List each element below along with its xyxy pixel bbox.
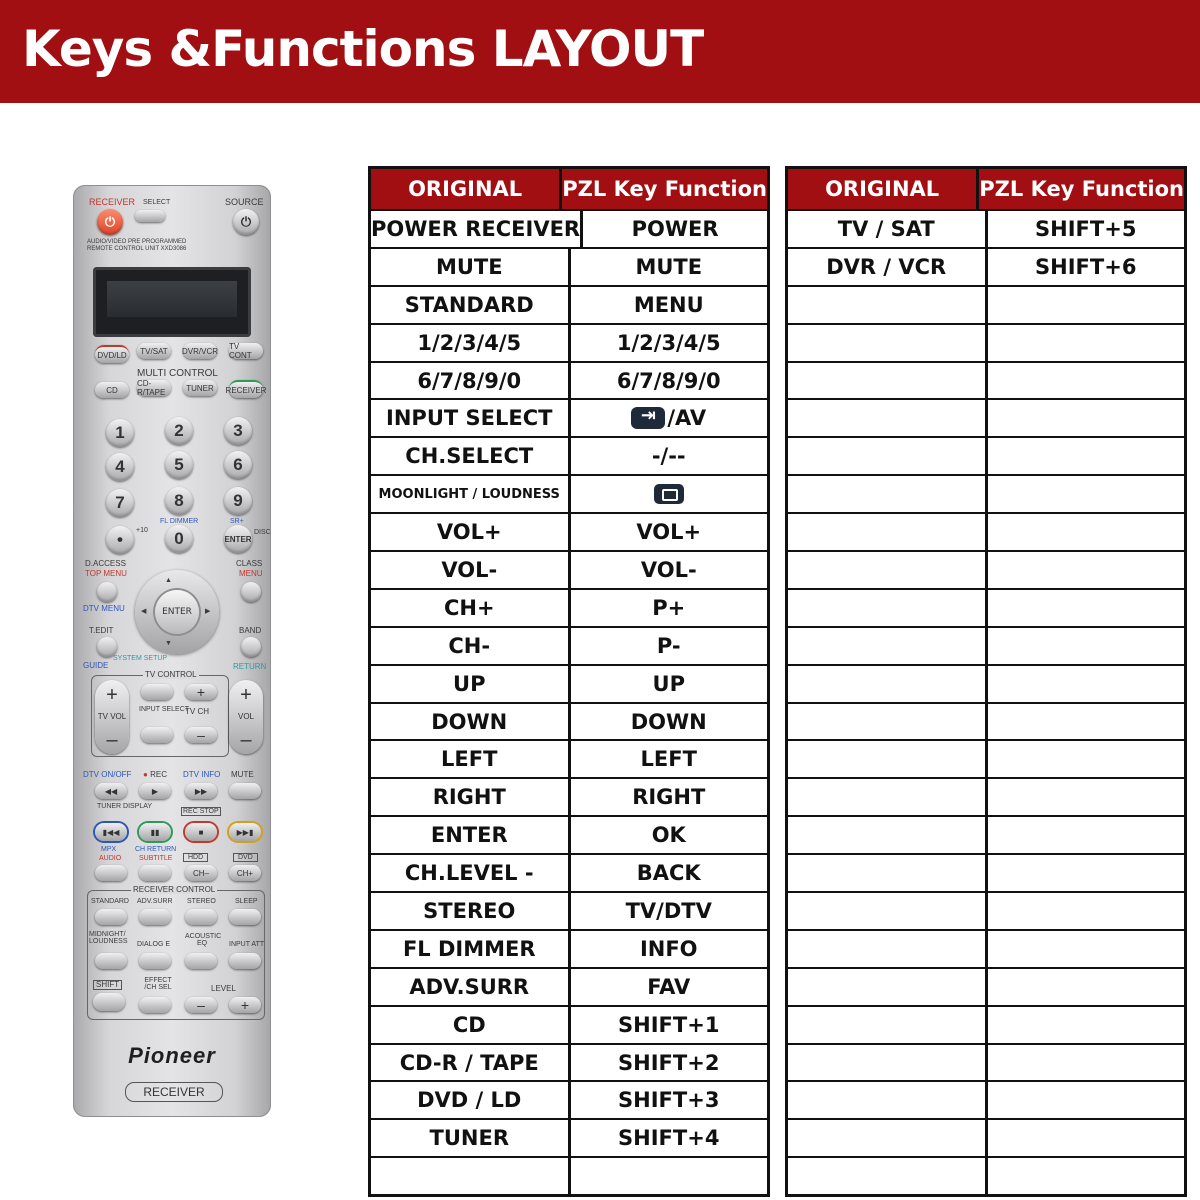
dtv-info-label: DTV INFO bbox=[183, 770, 221, 779]
original-cell bbox=[788, 893, 985, 929]
table-header bbox=[788, 169, 1184, 209]
original-cell: CH.SELECT bbox=[405, 444, 534, 469]
original-cell bbox=[788, 1007, 985, 1043]
table-row bbox=[371, 739, 767, 777]
function-cell: TV/DTV bbox=[568, 893, 768, 929]
tv-control-left-button[interactable] bbox=[141, 684, 173, 700]
original-cell bbox=[788, 704, 985, 740]
function-cell: -/-- bbox=[568, 438, 768, 474]
effect-ch-sel-button[interactable] bbox=[139, 997, 171, 1013]
function-cell: POWER bbox=[580, 211, 767, 247]
table-row bbox=[371, 891, 767, 929]
function-cell: SHIFT+3 bbox=[568, 1082, 768, 1118]
original-cell bbox=[788, 817, 985, 853]
table-header bbox=[371, 169, 767, 209]
original-cell: LEFT bbox=[441, 747, 498, 772]
function-cell bbox=[985, 817, 1185, 853]
ch-plus-button[interactable]: CH+ bbox=[229, 865, 261, 881]
original-cell: DVR / VCR bbox=[826, 254, 947, 279]
header-original: ORIGINAL bbox=[825, 177, 940, 201]
table-row bbox=[371, 1080, 767, 1118]
table-row bbox=[788, 739, 1184, 777]
function-cell: MUTE bbox=[568, 249, 768, 285]
dpad-down-icon[interactable]: ▼ bbox=[165, 640, 172, 647]
tv-ch-minus-button[interactable]: – bbox=[185, 727, 217, 743]
table-row bbox=[788, 209, 1184, 247]
function-cell: UP bbox=[568, 666, 768, 702]
dpad-left-icon[interactable]: ◀ bbox=[141, 608, 147, 615]
select-label: SELECT bbox=[143, 199, 171, 206]
function-cell bbox=[985, 287, 1185, 323]
audio-label: AUDIO bbox=[99, 855, 122, 862]
remote-info-line2: REMOTE CONTROL UNIT XXD3086 bbox=[87, 246, 187, 252]
table-row bbox=[788, 853, 1184, 891]
stereo-label: STEREO bbox=[187, 898, 216, 905]
tv-vol-label: TV VOL bbox=[97, 712, 127, 721]
input-att-button[interactable] bbox=[229, 953, 261, 969]
table-row bbox=[371, 209, 767, 247]
function-cell: BACK bbox=[568, 855, 768, 891]
original-cell: POWER RECEIVER bbox=[371, 216, 581, 241]
function-cell bbox=[985, 590, 1185, 626]
table-row bbox=[371, 853, 767, 891]
function-cell: MENU bbox=[568, 287, 768, 323]
adv-surr-button[interactable] bbox=[139, 909, 171, 925]
table-row bbox=[788, 247, 1184, 285]
original-cell: STEREO bbox=[423, 898, 516, 923]
midnight-loudness-button[interactable] bbox=[95, 953, 127, 969]
original-cell: CH.LEVEL - bbox=[404, 861, 534, 886]
source-label: SOURCE bbox=[225, 197, 264, 207]
tv-control-label: TV CONTROL bbox=[145, 670, 197, 679]
original-cell bbox=[788, 741, 985, 777]
tuner-display-label: TUNER DISPLAY bbox=[97, 803, 153, 810]
skip-back-button[interactable]: ▮◀◀ bbox=[95, 823, 127, 841]
original-cell bbox=[788, 855, 985, 891]
dot-button[interactable]: • bbox=[106, 526, 134, 554]
dtv-menu-label: DTV MENU bbox=[83, 604, 125, 613]
receiver-label: RECEIVER bbox=[89, 197, 136, 207]
class-label: CLASS bbox=[236, 559, 263, 568]
original-cell bbox=[788, 628, 985, 664]
plus10-label: +10 bbox=[136, 527, 148, 534]
table-row bbox=[788, 1043, 1184, 1081]
table-row bbox=[788, 323, 1184, 361]
function-cell bbox=[985, 438, 1185, 474]
original-cell bbox=[788, 1120, 985, 1156]
receiver-input-button[interactable]: RECEIVER bbox=[229, 380, 263, 398]
dvd-ld-button[interactable]: DVD/LD bbox=[95, 345, 129, 363]
tv-cont-button[interactable]: TV CONT bbox=[229, 343, 263, 359]
adv-surr-label: ADV.SURR bbox=[137, 898, 173, 905]
d-access-button[interactable] bbox=[97, 582, 117, 602]
band-button[interactable] bbox=[241, 637, 261, 657]
source-power-button[interactable]: ⏻ bbox=[233, 209, 259, 235]
tv-vol-rocker[interactable] bbox=[95, 680, 129, 754]
table-row bbox=[788, 664, 1184, 702]
rewind-button[interactable]: ◀◀ bbox=[95, 783, 127, 799]
original-cell: MOONLIGHT / LOUDNESS bbox=[378, 486, 560, 502]
function-cell: DOWN bbox=[568, 704, 768, 740]
table-row bbox=[371, 361, 767, 399]
function-cell bbox=[985, 969, 1185, 1005]
original-cell: CH- bbox=[448, 633, 491, 658]
table-row bbox=[788, 1156, 1184, 1194]
original-cell: CD bbox=[452, 1012, 486, 1037]
tv-vol-plus-icon[interactable]: + bbox=[106, 684, 118, 706]
table-row bbox=[371, 474, 767, 512]
original-cell bbox=[788, 552, 985, 588]
rec-stop-label: REC STOP bbox=[183, 808, 219, 815]
original-cell: 1/2/3/4/5 bbox=[417, 330, 522, 355]
original-cell bbox=[788, 400, 985, 436]
function-cell bbox=[985, 704, 1185, 740]
key-mapping-table-right bbox=[785, 166, 1187, 1197]
ch-return-label: CH RETURN bbox=[135, 846, 177, 853]
vol-plus-icon[interactable]: + bbox=[240, 684, 252, 706]
cd-button[interactable]: CD bbox=[95, 382, 129, 398]
table-row bbox=[371, 777, 767, 815]
shift-button[interactable] bbox=[93, 993, 125, 1011]
function-cell: P- bbox=[568, 628, 768, 664]
table-row bbox=[788, 929, 1184, 967]
table-row bbox=[371, 815, 767, 853]
mute-label: MUTE bbox=[231, 770, 254, 779]
table-row bbox=[371, 1118, 767, 1156]
shift-label: SHIFT bbox=[93, 980, 122, 990]
acoustic-eq-button[interactable] bbox=[185, 953, 217, 969]
table-row bbox=[788, 702, 1184, 740]
function-cell bbox=[568, 400, 768, 436]
original-cell bbox=[788, 325, 985, 361]
table-row bbox=[371, 285, 767, 323]
vol-rocker[interactable] bbox=[229, 680, 263, 754]
level-plus-button[interactable]: + bbox=[229, 997, 261, 1013]
original-cell bbox=[788, 1158, 985, 1194]
digit-6-button[interactable]: 6 bbox=[224, 451, 252, 479]
header-pzl-key-function: PZL Key Function bbox=[976, 169, 1184, 209]
function-cell bbox=[985, 552, 1185, 588]
skip-forward-button[interactable]: ▶▶▮ bbox=[229, 823, 261, 841]
table-row bbox=[371, 1043, 767, 1081]
table-row bbox=[788, 626, 1184, 664]
direction-pad[interactable] bbox=[135, 570, 219, 654]
original-cell: DOWN bbox=[431, 709, 508, 734]
table-row bbox=[788, 550, 1184, 588]
picture-mode-icon bbox=[654, 484, 684, 504]
table-row bbox=[371, 1156, 767, 1194]
table-row bbox=[788, 398, 1184, 436]
function-cell bbox=[985, 1158, 1185, 1194]
table-row bbox=[371, 1005, 767, 1043]
table-row bbox=[788, 815, 1184, 853]
table-row bbox=[371, 323, 767, 361]
original-cell bbox=[788, 438, 985, 474]
t-edit-label: T.EDIT bbox=[89, 626, 114, 635]
digit-2-button[interactable]: 2 bbox=[165, 417, 193, 445]
tuner-button[interactable]: TUNER bbox=[183, 380, 217, 396]
key-mapping-table-left bbox=[368, 166, 770, 1197]
pause-button[interactable]: ▮▮ bbox=[139, 823, 171, 841]
vol-minus-icon[interactable]: – bbox=[240, 729, 252, 751]
table-row bbox=[788, 474, 1184, 512]
function-cell bbox=[568, 476, 768, 512]
digit-0-button[interactable]: 0 bbox=[165, 525, 193, 553]
function-cell: SHIFT+6 bbox=[985, 249, 1185, 285]
table-row bbox=[371, 626, 767, 664]
fl-dimmer-label: FL DIMMER bbox=[160, 518, 199, 525]
function-cell: RIGHT bbox=[568, 779, 768, 815]
ch-return-button[interactable] bbox=[139, 865, 171, 881]
original-cell: CH+ bbox=[443, 595, 495, 620]
function-cell bbox=[985, 628, 1185, 664]
stereo-button[interactable] bbox=[185, 909, 217, 925]
table-row bbox=[371, 664, 767, 702]
original-cell: 6/7/8/9/0 bbox=[417, 368, 522, 393]
level-label: LEVEL bbox=[211, 984, 236, 993]
mpx-label: MPX bbox=[101, 846, 117, 853]
original-cell: UP bbox=[453, 671, 486, 696]
band-label: BAND bbox=[239, 626, 262, 635]
original-cell: FL DIMMER bbox=[402, 936, 536, 961]
table-row bbox=[788, 1080, 1184, 1118]
rec-label: ● REC bbox=[143, 770, 167, 779]
table-row bbox=[371, 550, 767, 588]
table-row bbox=[788, 285, 1184, 323]
level-minus-button[interactable]: – bbox=[185, 997, 217, 1013]
function-text: /AV bbox=[667, 406, 707, 431]
table-row bbox=[371, 247, 767, 285]
disc-label: DISC bbox=[254, 529, 271, 536]
sr-plus-label: SR+ bbox=[230, 518, 244, 525]
table-row bbox=[788, 1118, 1184, 1156]
remote-control-image bbox=[73, 185, 271, 1117]
table-row bbox=[788, 436, 1184, 474]
tv-sat-button[interactable]: TV/SAT bbox=[137, 343, 171, 359]
dialog-e-label: DIALOG E bbox=[137, 941, 171, 948]
function-cell bbox=[985, 855, 1185, 891]
table-row bbox=[371, 398, 767, 436]
effect-ch-sel-label: EFFECT /CH SEL bbox=[144, 977, 172, 991]
input-select-label: INPUT SELECT bbox=[139, 706, 190, 713]
tv-ch-label: TV CH bbox=[185, 707, 209, 716]
function-cell bbox=[568, 1158, 768, 1194]
dialog-e-button[interactable] bbox=[139, 953, 171, 969]
original-cell: CD-R / TAPE bbox=[399, 1050, 539, 1075]
dpad-right-icon[interactable]: ▶ bbox=[205, 608, 211, 615]
input-select-button[interactable] bbox=[141, 727, 173, 743]
enter-digit-button[interactable]: ENTER bbox=[224, 525, 252, 553]
remote-info-line1: AUDIO/VIDEO PRE PROGRAMMED bbox=[87, 239, 187, 245]
table-row bbox=[371, 588, 767, 626]
mute-button[interactable] bbox=[229, 783, 261, 799]
table-row bbox=[371, 512, 767, 550]
digit-9-button[interactable]: 9 bbox=[224, 487, 252, 515]
original-cell bbox=[788, 666, 985, 702]
function-cell: SHIFT+1 bbox=[568, 1007, 768, 1043]
function-cell bbox=[985, 325, 1185, 361]
function-cell bbox=[985, 741, 1185, 777]
function-cell bbox=[985, 1045, 1185, 1081]
guide-label: GUIDE bbox=[83, 661, 109, 670]
original-cell bbox=[788, 363, 985, 399]
digit-7-button[interactable]: 7 bbox=[106, 489, 134, 517]
digit-8-button[interactable]: 8 bbox=[165, 487, 193, 515]
table-row bbox=[371, 436, 767, 474]
fast-forward-button[interactable]: ▶▶ bbox=[185, 783, 217, 799]
original-cell: RIGHT bbox=[432, 785, 506, 810]
midnight-loudness-label: MIDNIGHT/ LOUDNESS bbox=[89, 931, 128, 945]
original-cell: ADV.SURR bbox=[409, 974, 530, 999]
table-row bbox=[788, 1005, 1184, 1043]
menu-label: MENU bbox=[239, 569, 263, 578]
function-cell: 6/7/8/9/0 bbox=[568, 363, 768, 399]
original-cell: VOL- bbox=[441, 557, 498, 582]
original-cell bbox=[788, 476, 985, 512]
original-cell bbox=[371, 1158, 568, 1194]
function-cell: LEFT bbox=[568, 741, 768, 777]
function-cell bbox=[985, 514, 1185, 550]
class-button[interactable] bbox=[241, 582, 261, 602]
lcd-display bbox=[93, 267, 251, 337]
function-cell: SHIFT+5 bbox=[985, 211, 1185, 247]
original-cell: DVD / LD bbox=[417, 1088, 522, 1113]
return-label: RETURN bbox=[233, 662, 267, 671]
function-cell bbox=[985, 363, 1185, 399]
digit-1-button[interactable]: 1 bbox=[106, 419, 134, 447]
table-row bbox=[788, 361, 1184, 399]
function-cell bbox=[985, 1120, 1185, 1156]
system-setup-label: SYSTEM SETUP bbox=[113, 655, 168, 662]
top-menu-label: TOP MENU bbox=[85, 569, 127, 578]
dtv-onoff-label: DTV ON/OFF bbox=[83, 770, 132, 779]
enter-button[interactable]: ENTER bbox=[155, 590, 199, 634]
function-cell bbox=[985, 1007, 1185, 1043]
original-cell: ENTER bbox=[430, 823, 508, 848]
original-cell bbox=[788, 1045, 985, 1081]
original-cell bbox=[788, 1082, 985, 1118]
table-row bbox=[788, 891, 1184, 929]
table-row bbox=[371, 929, 767, 967]
d-access-label: D.ACCESS bbox=[85, 559, 126, 568]
table-row bbox=[371, 967, 767, 1005]
sleep-button[interactable] bbox=[229, 909, 261, 925]
header-banner bbox=[0, 0, 1200, 103]
digit-3-button[interactable]: 3 bbox=[224, 417, 252, 445]
dvr-vcr-button[interactable]: DVR/VCR bbox=[183, 343, 217, 359]
original-cell: STANDARD bbox=[404, 292, 534, 317]
function-cell bbox=[985, 893, 1185, 929]
select-button[interactable] bbox=[135, 210, 165, 222]
original-cell bbox=[788, 590, 985, 626]
subtitle-label: SUBTITLE bbox=[139, 855, 173, 862]
play-button[interactable]: ▶ bbox=[139, 783, 171, 799]
original-cell bbox=[788, 931, 985, 967]
page-title: Keys &Functions LAYOUT bbox=[22, 20, 704, 78]
header-pzl-key-function: PZL Key Function bbox=[559, 169, 767, 209]
sleep-label: SLEEP bbox=[235, 898, 258, 905]
original-cell bbox=[788, 779, 985, 815]
original-cell bbox=[788, 514, 985, 550]
original-cell: TUNER bbox=[429, 1126, 509, 1151]
hdd-label: HDD bbox=[183, 853, 208, 862]
function-cell bbox=[985, 476, 1185, 512]
dpad-up-icon[interactable]: ▲ bbox=[165, 577, 172, 584]
function-cell: 1/2/3/4/5 bbox=[568, 325, 768, 361]
model-label: RECEIVER bbox=[125, 1082, 223, 1102]
table-row bbox=[788, 512, 1184, 550]
function-cell bbox=[985, 779, 1185, 815]
function-cell: VOL- bbox=[568, 552, 768, 588]
function-cell: SHIFT+2 bbox=[568, 1045, 768, 1081]
function-cell: INFO bbox=[568, 931, 768, 967]
vol-label: VOL bbox=[237, 712, 254, 721]
brand-logo: Pioneer bbox=[128, 1043, 216, 1068]
function-cell: P+ bbox=[568, 590, 768, 626]
tv-vol-minus-icon[interactable]: – bbox=[106, 729, 118, 751]
power-receiver-button[interactable]: ⏻ bbox=[97, 209, 123, 235]
original-cell: VOL+ bbox=[436, 520, 502, 545]
input-source-icon bbox=[631, 407, 665, 429]
function-cell: VOL+ bbox=[568, 514, 768, 550]
function-cell bbox=[985, 666, 1185, 702]
original-cell: MUTE bbox=[435, 254, 503, 279]
table-row bbox=[788, 777, 1184, 815]
dvd-label: DVD bbox=[233, 853, 258, 862]
header-original: ORIGINAL bbox=[408, 177, 523, 201]
function-cell: FAV bbox=[568, 969, 768, 1005]
function-cell: SHIFT+4 bbox=[568, 1120, 768, 1156]
original-cell: INPUT SELECT bbox=[386, 406, 553, 431]
table-row bbox=[788, 967, 1184, 1005]
function-cell bbox=[985, 1082, 1185, 1118]
tv-ch-plus-button[interactable]: + bbox=[185, 684, 217, 700]
original-cell: TV / SAT bbox=[837, 216, 935, 241]
input-att-label: INPUT ATT bbox=[229, 941, 265, 948]
t-edit-button[interactable] bbox=[97, 637, 117, 657]
stop-button[interactable]: ■ bbox=[185, 823, 217, 841]
table-row bbox=[371, 702, 767, 740]
function-cell bbox=[985, 400, 1185, 436]
function-cell bbox=[985, 931, 1185, 967]
original-cell bbox=[788, 287, 985, 323]
function-cell: OK bbox=[568, 817, 768, 853]
acoustic-eq-label: ACOUSTIC EQ bbox=[185, 933, 222, 947]
standard-label: STANDARD bbox=[91, 898, 129, 905]
digit-4-button[interactable]: 4 bbox=[106, 453, 134, 481]
digit-5-button[interactable]: 5 bbox=[165, 451, 193, 479]
ch-minus-button[interactable]: CH– bbox=[185, 865, 217, 881]
table-row bbox=[788, 588, 1184, 626]
receiver-control-label: RECEIVER CONTROL bbox=[133, 885, 216, 894]
multi-control-label: MULTI CONTROL bbox=[137, 368, 218, 379]
mpx-button[interactable] bbox=[95, 865, 127, 881]
cd-r-tape-button[interactable]: CD-R/TAPE bbox=[137, 380, 171, 396]
standard-button[interactable] bbox=[95, 909, 127, 925]
original-cell bbox=[788, 969, 985, 1005]
